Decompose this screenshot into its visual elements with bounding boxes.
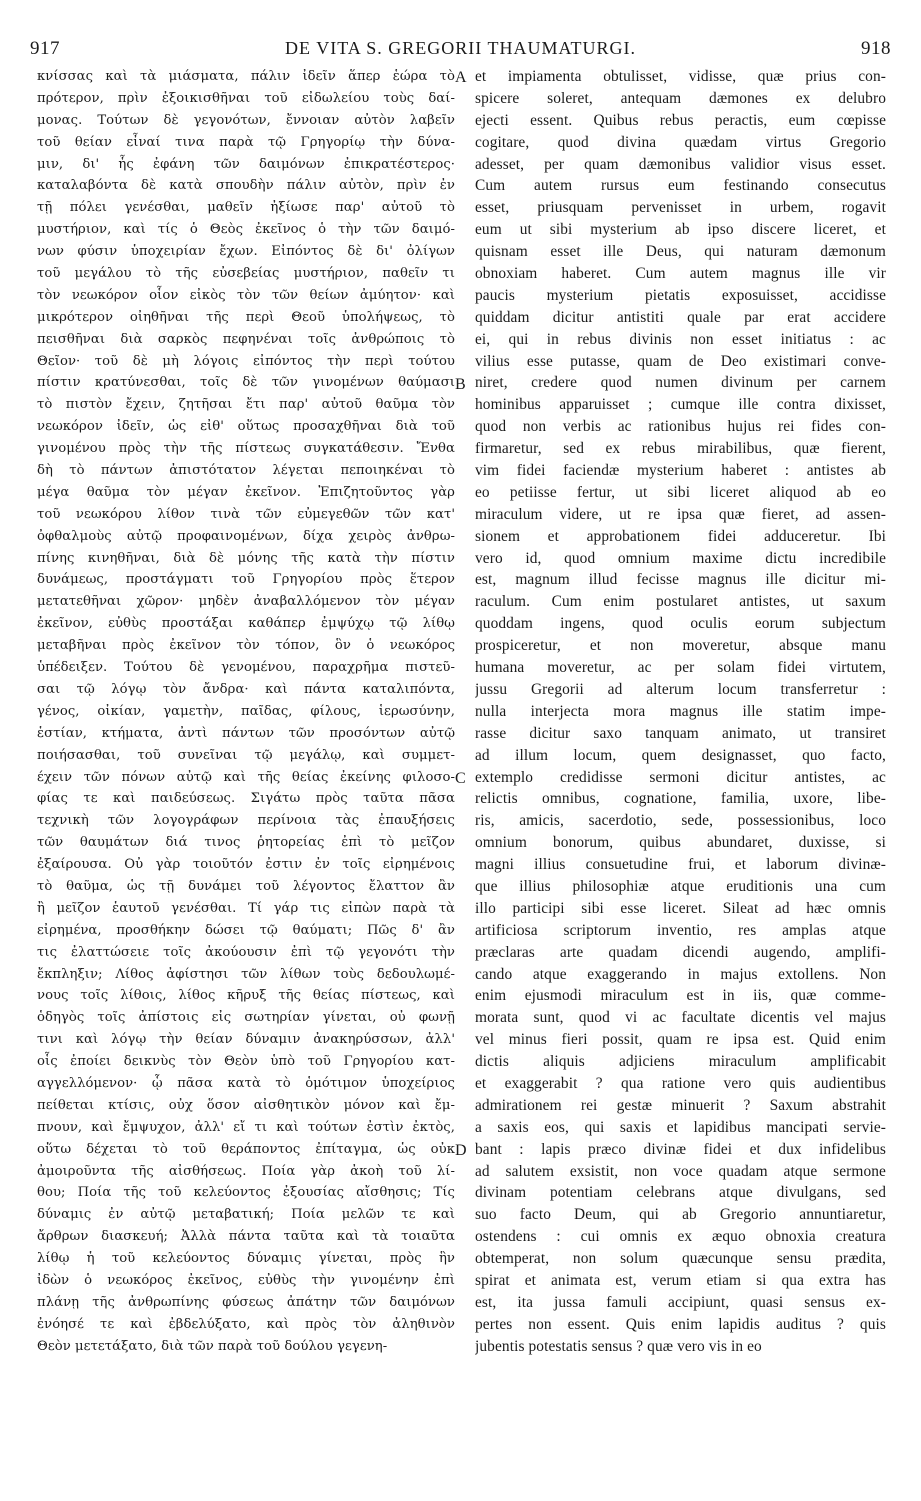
greek-text-line: οὕτω δέχεται τὸ τοῦ θεράποντος ἐπίταγμα, ὡς οὐκ — [37, 1141, 455, 1157]
latin-text-line: vim fidei faciendæ mysterium haberet : antistes ab — [475, 462, 886, 480]
greek-text-line: καταλαβόντα δὲ κατὰ σπουδὴν πάλιν αὐτὸν, πρὶν ἐν — [37, 178, 455, 194]
greek-text-line: μέγα θαῦμα τὸν μέγαν ἐκεῖνον. Ἐπιζητοῦντος γὰρ — [37, 484, 455, 500]
greek-text-line: πείθεται κτίσις, οὐχ ὅσον αἰσθητικὸν μόνον καὶ ἔμ- — [37, 1097, 455, 1113]
greek-text-line: πλάνῃ τῆς ἀνθρωπίνης φύσεως ἀπάτην τῶν δαιμόνων — [37, 1294, 455, 1310]
greek-text-line: πίνης κινηθῆναι, διὰ δὲ μόνης τῆς κατὰ τὴν πίστιν — [37, 550, 455, 566]
latin-text-line: morata sunt, quod vi ac facultate dicentis vel majus — [475, 1009, 886, 1027]
latin-text-line: relictis omnibus, cognatione, familia, uxore, libe- — [475, 790, 886, 808]
margin-marker: B — [455, 375, 466, 393]
latin-text-line: cando atque exaggerando in majus extollens. Non — [475, 965, 886, 983]
latin-text-line: vilius esse putasse, quam de Deo existimari conve- — [475, 352, 886, 370]
latin-text-line: artificiosa scriptorum inventio, res amplas atque — [475, 921, 886, 939]
page-header — [30, 38, 891, 64]
latin-text-line: ad salutem exsistit, non voce quadam atque sermone — [475, 1162, 886, 1180]
margin-marker: A — [455, 69, 467, 86]
latin-text-line: que illius philosophiæ atque eruditionis una cum — [475, 877, 886, 895]
latin-text-line: extemplo credidisse sermoni dicitur antistes, ac — [475, 768, 886, 786]
greek-text-line: ἄρθρων διασκευή; Ἀλλὰ πάντα ταῦτα καὶ τὰ τοιαῦτα — [37, 1229, 455, 1245]
greek-text-line: ἰδὼν ὁ νεωκόρος ἐκεῖνος, εὐθὺς τὴν γινομένην ἐπὶ — [37, 1272, 455, 1288]
latin-text-line: Cum autem rursus eum festinando consecutus — [475, 177, 886, 195]
latin-text-line: ostendens : cui omnis ex æquo obnoxia creatura — [475, 1228, 886, 1246]
running-title: DE VITA S. GREGORII THAUMATURGI. — [285, 38, 636, 58]
greek-text-line: οἷς ἐποίει δεικνὺς τὸν Θεὸν ὑπὸ τοῦ Γρηγορίου κατ- — [37, 1054, 455, 1070]
latin-text-line: jussu Gregorii ad alterum locum transferretur : — [475, 680, 886, 698]
greek-text-line: πνουν, καὶ ἔμψυχον, ἀλλ' εἴ τι καὶ τούτων ἐστὶν ἐκτὸς, — [37, 1119, 455, 1135]
greek-text-line: νων φύσιν ὑποχειρίαν ἔχων. Εἰπόντος δὲ δι' ὀλίγων — [37, 244, 455, 260]
greek-text-line: νεωκόρον ἰδεῖν, ὡς εἰθ' οὕτως προσαχθῆναι διὰ τοῦ — [37, 419, 455, 435]
greek-text-line: μυστήριον, καὶ τίς ὁ Θεὸς ἐκεῖνος ὁ τὴν τῶν δαιμό- — [37, 222, 455, 238]
greek-text-line: τοῦ νεωκόρου λίθον τινὰ τῶν εὐμεγεθῶν τῶν κατ' — [37, 506, 455, 522]
latin-text-line: magni illius consuetudine frui, et laborum divinæ- — [475, 856, 886, 874]
greek-text-line: τινι καὶ λόγῳ τὴν θείαν δύναμιν ἀνακηρύσσων, ἀλλ' — [37, 1032, 455, 1048]
latin-text-line: obtemperat, non solum quæcunque sensu prædita, — [475, 1250, 886, 1268]
latin-text-line: miraculum videre, ut re ipsa quæ fieret, ad assen- — [475, 505, 886, 523]
latin-text-line: vel minus fieri possit, quam re ipsa est. Quid enim — [475, 1031, 886, 1049]
greek-text-line: ὑπέδειξεν. Τούτου δὲ γενομένου, παραχρῆμα πιστεῦ- — [37, 660, 455, 676]
greek-text-line: Θεῖον· τοῦ δὲ μὴ λόγοις εἰπόντος τὴν περὶ τούτου — [37, 353, 455, 369]
latin-text-line: esset, priusquam pervenisset in urbem, rogavit — [475, 199, 886, 217]
greek-text-line: έχειν τῶν πόνων αὐτῷ καὶ τῆς θείας ἐκείνης φιλοσο- — [37, 769, 455, 785]
latin-text-line: et impiamenta obtulisset, vidisse, quæ prius con- — [475, 68, 886, 85]
latin-text-line: obnoxiam haberet. Cum autem magnus ille vir — [475, 265, 886, 283]
latin-text-line: raculum. Cum enim postularet antistes, ut saxum — [475, 593, 886, 611]
latin-text-line: ejecti essent. Quibus rebus peractis, eum cœpisse — [475, 111, 886, 129]
latin-text-line: spirat et animata est, verum etiam si qua extra has — [475, 1271, 886, 1289]
greek-text-line: μετατεθῆναι χῶρον· μηδὲν ἀναβαλλόμενον τὸν μέγαν — [37, 594, 455, 610]
greek-text-line: ἐκεῖνον, εὐθὺς προστάξαι καθάπερ ἐμψύχῳ τῷ λίθῳ — [37, 616, 455, 632]
greek-text-line: Θεὸν μετετάξατο, διὰ τῶν παρὰ τοῦ δούλου γεγενη- — [37, 1338, 388, 1354]
latin-text-line: suo facto Deum, qui ab Gregorio annuntiaretur, — [475, 1206, 886, 1224]
greek-text-line: πίστιν κρατύνεσθαι, τοῖς δὲ τῶν γινομένων θαύμασι — [37, 375, 455, 391]
latin-text-line: prospiceretur, et non moveretur, absque manu — [475, 637, 886, 655]
latin-text-line: cogitare, quod divina quædam virtus Gregorio — [475, 133, 886, 151]
greek-text-line: τὸν νεωκόρον οἷον εἰκὸς τὸν τῶν θείων ἀμύητον· καὶ — [37, 287, 455, 303]
latin-text-line: est, ita jussa famuli accipiunt, quasi sensus ex- — [475, 1293, 886, 1311]
latin-text-line: vero id, quod omnium maxime dictu incredibile — [475, 549, 886, 567]
greek-text-line: ὀφθαλμοὺς αὐτῷ προφαινομένων, δίχα χειρὸς ἀνθρω- — [37, 528, 455, 544]
greek-text-line: τις ἐλαττώσειε τοῖς ἀκούουσιν ἐπὶ τῷ γεγονότι τὴν — [37, 944, 455, 960]
latin-text-column — [475, 66, 886, 1358]
greek-text-column — [37, 66, 455, 1358]
latin-text-line: omnium bonorum, quibus abundaret, duxisse, si — [475, 834, 886, 852]
latin-text-line: quiddam dicitur antistiti quale par erat accidere — [475, 308, 886, 326]
latin-text-line: ad illum locum, quem designasset, quo facto, — [475, 746, 886, 764]
greek-text-line: φίας τε καὶ παιδεύσεως. Σιγάτω πρὸς ταῦτα πᾶσα — [37, 791, 455, 807]
latin-text-line: sionem et approbationem fidei adduceretur. Ibi — [475, 527, 886, 545]
greek-text-line: ἔκπληξιν; Λίθος ἀφίστησι τῶν λίθων τοὺς δεδουλωμέ- — [37, 966, 455, 982]
greek-text-line: δὴ τὸ πάντων ἀπιστότατον λέγεται πεποιηκέναι τὸ — [37, 463, 455, 479]
latin-text-line: bant : lapis præco divinæ fidei et dux infidelibus — [475, 1140, 886, 1158]
latin-text-line: divinam potentiam celebrans atque divulgans, sed — [475, 1184, 886, 1202]
latin-text-line: rasse dicitur saxo tanquam animato, ut transiret — [475, 724, 886, 742]
greek-text-line: θου; Ποία τῆς τοῦ κελεύοντος ἐξουσίας αἴσθησις; Τίς — [37, 1185, 455, 1201]
latin-text-line: a saxis eos, qui saxis et lapidibus mancipati servie- — [475, 1118, 886, 1136]
greek-text-line: λίθῳ ἡ τοῦ κελεύοντος δύναμις γίνεται, πρὸς ἣν — [37, 1251, 455, 1267]
greek-text-line: ἐξαίρουσα. Οὐ γὰρ τοιοῦτόν ἐστιν ἐν τοῖς εἰρημένοις — [37, 857, 455, 873]
latin-text-line: firmaretur, sed ex rebus mirabilibus, quæ fierent, — [475, 440, 886, 458]
greek-text-line: εἰρημένα, προσθήκην δώσει τῷ θαύματι; Πῶς δ' ἂν — [37, 922, 455, 938]
latin-text-line: illo participi sibi esse liceret. Sileat ad hæc omnis — [475, 899, 886, 917]
greek-text-line: δύναμις ἐν αὐτῷ μεταβατική; Ποία μελῶν τε καὶ — [37, 1207, 455, 1223]
margin-marker: D — [455, 1142, 467, 1160]
latin-text-line: est, magnum illud fecisse magnus ille dicitur mi- — [475, 571, 886, 589]
latin-text-line: pertes non essent. Quis enim lapidis auditus ? quis — [475, 1315, 886, 1333]
latin-text-line: eum ut sibi mysterium ab ipso discere liceret, et — [475, 221, 886, 239]
latin-text-line: spicere soleret, antequam dæmones ex delubro — [475, 89, 886, 107]
latin-text-line: dictis aliquis adjiciens miraculum amplificabit — [475, 1053, 886, 1071]
greek-text-line: κνίσσας καὶ τὰ μιάσματα, πάλιν ἰδεῖν ἅπερ ἑώρα τὸ — [37, 69, 455, 84]
greek-text-line: αγγελλόμενον· ᾧ πᾶσα κατὰ τὸ ὁμότιμον ὑποχείριος — [37, 1075, 455, 1091]
latin-text-line: paucis mysterium pietatis exposuisset, accidisse — [475, 286, 886, 304]
greek-text-line: ἀμοιροῦντα τῆς αἰσθήσεως. Ποία γὰρ ἀκοὴ τοῦ λί- — [37, 1163, 455, 1179]
latin-text-line: hominibus apparuisset ; cumque ille contra dixisset, — [475, 396, 886, 414]
latin-text-line: adesset, per quam dæmonibus validior visus esset. — [475, 155, 886, 173]
greek-text-line: τῇ πόλει γενέσθαι, μαθεῖν ἠξίωσε παρ' αὐτοῦ τὸ — [37, 200, 455, 216]
greek-text-line: ἢ μεῖζον ἑαυτοῦ γενέσθαι. Τί γάρ τις εἰπὼν παρὰ τὰ — [37, 900, 455, 916]
greek-text-line: ἐνόησέ τε καὶ ἐβδελύξατο, καὶ πρὸς τὸν ἀληθινὸν — [37, 1316, 455, 1332]
greek-text-line: τοῦ μεγάλου τὸ τῆς εὐσεβείας μυστήριον, παθεῖν τι — [37, 266, 455, 282]
latin-text-line: nulla interjecta mora magnus ille statim impe- — [475, 702, 886, 720]
margin-marker: C — [455, 769, 466, 787]
greek-text-line: ὁδηγὸς τοῖς ἀπίστοις εἰς σωτηρίαν γίνεται, οὐ φωνῇ — [37, 1010, 455, 1026]
latin-text-line: præclaras arte quadam dicendi augendo, amplifi- — [475, 943, 886, 961]
greek-text-line: μεταβῆναι πρὸς ἐκεῖνον τὸν τόπον, ὃν ὁ νεωκόρος — [37, 638, 455, 654]
greek-text-line: γένος, οἰκίαν, γαμετὴν, παῖδας, φίλους, ἱερωσύνην, — [37, 703, 455, 719]
latin-text-line: et exaggerabit ? qua ratione vero quis audientibus — [475, 1074, 886, 1092]
greek-text-line: μικρότερον οἰηθῆναι τῆς περὶ Θεοῦ ὑπολήψεως, τὸ — [37, 309, 455, 325]
latin-text-line: niret, credere quod numen divinum per carnem — [475, 374, 886, 392]
greek-text-line: τῶν θαυμάτων διά τινος ῥητορείας ἐπὶ τὸ μεῖζον — [37, 835, 455, 851]
greek-text-line: μιν, δι' ἧς ἐφάνη τῶν δαιμόνων ἐπικρατέστερος· — [37, 156, 455, 172]
latin-text-line: ei, qui in rebus divinis non esset initiatus : ac — [475, 330, 886, 348]
greek-text-line: τὸ θαῦμα, ὡς τῇ δυνάμει τοῦ λέγοντος ἔλαττον ἂν — [37, 878, 455, 894]
latin-text-line: quod non verbis ac rationibus hujus rei fides con- — [475, 418, 886, 436]
latin-text-line: enim ejusmodi miraculum est in iis, quæ comme- — [475, 987, 886, 1005]
greek-text-line: τὸ πιστὸν ἔχειν, ζητῆσαι ἔτι παρ' αὐτοῦ θαῦμα τὸν — [37, 397, 455, 413]
greek-text-line: μονας. Τούτων δὲ γεγονότων, ἔννοιαν αὐτὸν λαβεῖν — [37, 112, 455, 128]
latin-text-line: ris, amicis, sacerdotio, sede, possessionibus, loco — [475, 812, 886, 830]
greek-text-line: τεχνικὴ τῶν λογογράφων περίνοια τὰς ἐπαυξήσεις — [37, 813, 455, 829]
latin-text-line: eo petiisse fertur, ut sibi liceret aliquod ab eo — [475, 483, 886, 501]
greek-text-line: ποιήσασθαι, τοῦ συνεῖναι τῷ μεγάλῳ, καὶ συμμετ- — [37, 747, 455, 763]
greek-text-line: δυνάμεως, προστάγματι τοῦ Γρηγορίου πρὸς ἕτερον — [37, 572, 455, 588]
greek-text-line: πρότερον, πρὶν ἐξοικισθῆναι τοῦ εἰδωλείου τοὺς δαί- — [37, 90, 455, 106]
greek-text-line: νους τοῖς λίθοις, λίθος κῆρυξ τῆς θείας πίστεως, καὶ — [37, 988, 455, 1004]
greek-text-line: πεισθῆναι διὰ σαρκὸς πεφηνέναι τοῖς ἀνθρώποις τὸ — [37, 331, 455, 347]
greek-text-line: σαι τῷ λόγῳ τὸν ἄνδρα· καὶ πάντα καταλιπόντα, — [37, 681, 455, 697]
latin-text-line: quoddam ingens, quod oculis eorum subjectum — [475, 615, 886, 633]
left-page-number: 917 — [30, 38, 60, 59]
latin-text-line: quisnam esset ille Deus, qui naturam dæmonum — [475, 243, 886, 261]
latin-text-line: jubentis potestatis sensus ? quæ vero vis in eo — [475, 1337, 762, 1355]
right-page-number: 918 — [861, 38, 891, 59]
greek-text-line: ἑστίαν, κτήματα, ἀντὶ πάντων τῶν προσόντων αὐτῷ — [37, 725, 455, 741]
latin-text-line: admirationem rei gestæ minuerit ? Saxum abstrahit — [475, 1096, 886, 1114]
greek-text-line: γινομένου πρὸς τὴν τῆς πίστεως συγκατάθεσιν. Ἔνθα — [37, 441, 455, 457]
latin-text-line: humana moveretur, ac per solam fidei virtutem, — [475, 659, 886, 677]
greek-text-line: τοῦ θείαν εἶναί τινα παρὰ τῷ Γρηγορίῳ τὴν δύνα- — [37, 134, 455, 150]
